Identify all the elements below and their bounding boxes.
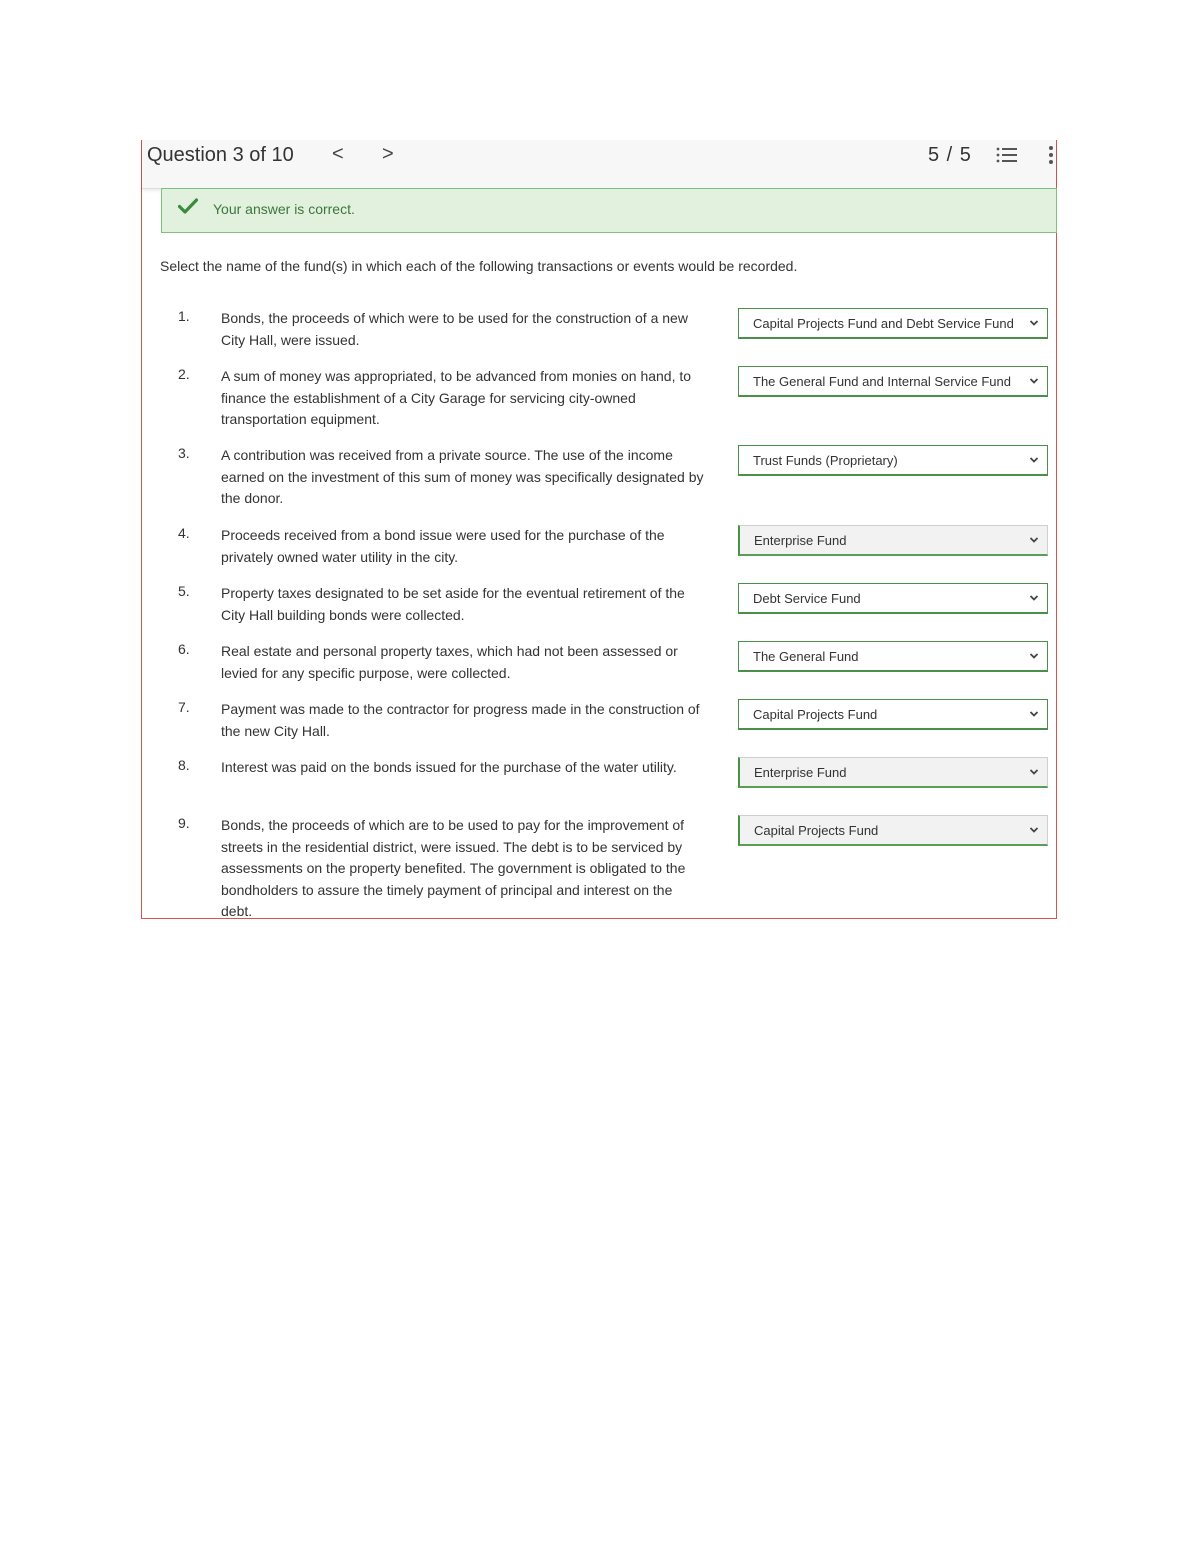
- previous-question-button[interactable]: <: [332, 143, 344, 165]
- item-text: Proceeds received from a bond issue were used for the purchase of the privately owned water utility in the city.: [221, 527, 665, 565]
- item-number: 1.: [178, 308, 190, 324]
- selected-fund: Trust Funds (Proprietary): [753, 453, 898, 468]
- item-number: 6.: [178, 641, 190, 657]
- selected-fund: Enterprise Fund: [754, 765, 847, 780]
- fund-select[interactable]: [738, 699, 1048, 730]
- chevron-down-icon: [1029, 709, 1039, 719]
- fund-select[interactable]: [738, 815, 1048, 846]
- chevron-down-icon: [1029, 455, 1039, 465]
- chevron-down-icon: [1029, 376, 1039, 386]
- selected-fund: Enterprise Fund: [754, 533, 847, 548]
- fund-select[interactable]: [738, 641, 1048, 672]
- item-number: 2.: [178, 366, 190, 382]
- item-number: 3.: [178, 445, 190, 461]
- selected-fund: Debt Service Fund: [753, 591, 861, 606]
- item-text: Payment was made to the contractor for progress made in the construction of the new City Hall.: [221, 701, 700, 739]
- item-number: 9.: [178, 815, 190, 831]
- chevron-down-icon: [1029, 318, 1039, 328]
- fund-select[interactable]: [738, 583, 1048, 614]
- question-list-icon[interactable]: [996, 146, 1018, 164]
- chevron-down-icon: [1029, 767, 1039, 777]
- fund-select[interactable]: [738, 757, 1048, 788]
- score-display: 5 / 5: [928, 144, 972, 166]
- selected-fund: The General Fund and Internal Service Fund: [753, 374, 1011, 389]
- item-text: Bonds, the proceeds of which were to be used for the construction of a new City Hall, were issued.: [221, 310, 688, 348]
- item-number: 4.: [178, 525, 190, 541]
- selected-fund: Capital Projects Fund: [753, 707, 878, 722]
- item-text: Interest was paid on the bonds issued for the purchase of the water utility.: [221, 759, 677, 775]
- item-text: A contribution was received from a private source. The use of the income earned on the investment of this sum of money was specifically designated by the donor.: [221, 447, 704, 506]
- feedback-message: Your answer is correct.: [213, 201, 355, 217]
- next-question-button[interactable]: >: [382, 143, 394, 165]
- item-text: Real estate and personal property taxes, which had not been assessed or levied for any specific purpose, were collected.: [221, 643, 678, 681]
- item-number: 7.: [178, 699, 190, 715]
- selected-fund: Capital Projects Fund: [754, 823, 879, 838]
- item-text: Bonds, the proceeds of which are to be used to pay for the improvement of streets in the residential district, were issued. The debt is to be serviced by assessments on the property benefited. The government is obligated to the bondholders to assure the timely payment of principal and interest on the debt.: [221, 817, 686, 919]
- question-header: [142, 140, 1056, 189]
- fund-select[interactable]: [738, 366, 1048, 397]
- chevron-down-icon: [1029, 825, 1039, 835]
- question-panel: [141, 140, 1057, 919]
- fund-select[interactable]: [738, 308, 1048, 339]
- correct-answer-banner: [161, 188, 1057, 233]
- selected-fund: The General Fund: [753, 649, 859, 664]
- instructions: Select the name of the fund(s) in which each of the following transactions or events would be recorded.: [160, 258, 798, 274]
- fund-select[interactable]: [738, 525, 1048, 556]
- selected-fund: Capital Projects Fund and Debt Service Fund: [753, 316, 1014, 331]
- more-options-icon[interactable]: [1048, 145, 1054, 165]
- item-number: 5.: [178, 583, 190, 599]
- checkmark-icon: [178, 198, 198, 214]
- chevron-down-icon: [1029, 535, 1039, 545]
- item-text: A sum of money was appropriated, to be advanced from monies on hand, to finance the establishment of a City Garage for servicing city-owned transportation equipment.: [221, 368, 692, 427]
- item-number: 8.: [178, 757, 190, 773]
- chevron-down-icon: [1029, 593, 1039, 603]
- question-counter: Question 3 of 10: [147, 144, 294, 166]
- chevron-down-icon: [1029, 651, 1039, 661]
- fund-select[interactable]: [738, 445, 1048, 476]
- item-text: Property taxes designated to be set aside for the eventual retirement of the City Hall building bonds were collected.: [221, 585, 685, 623]
